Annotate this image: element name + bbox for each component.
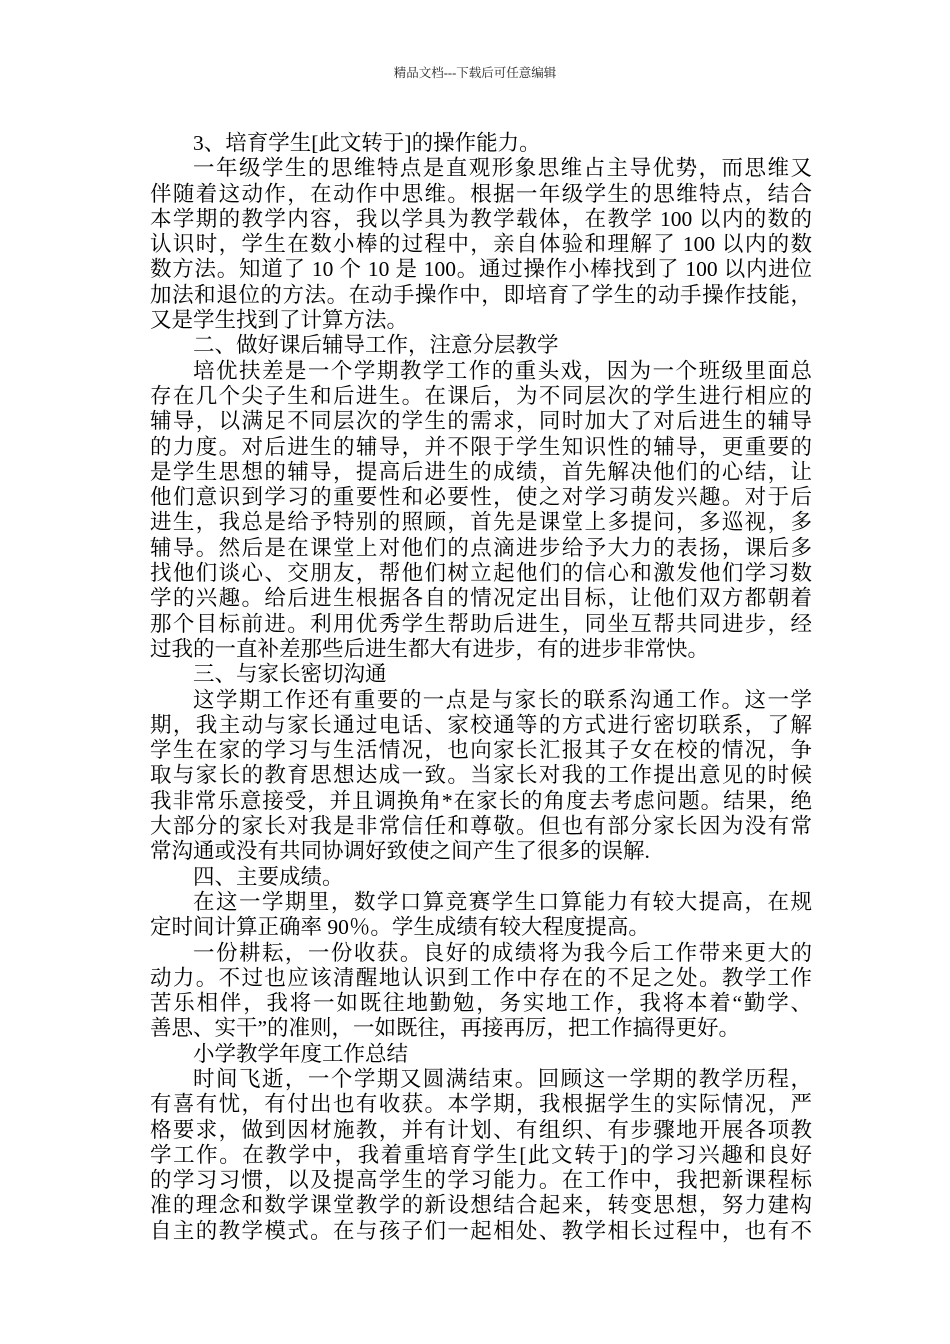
text-line: 时间飞逝，一个学期又圆满结束。回顾这一学期的教学历程，: [193, 1066, 812, 1091]
text-line: 有喜有忧，有付出也有收获。本学期，我根据学生的实际情况，严: [150, 1092, 812, 1117]
text-line: 的力度。对后进生的辅导，并不限于学生知识性的辅导，更重要的: [150, 434, 812, 459]
text-line: 加法和退位的方法。在动手操作中，即培育了学生的动手操作技能，: [150, 282, 812, 307]
text-line: 三、与家长密切沟通: [193, 662, 387, 687]
text-line: 伴随着这动作，在动作中思维。根据一年级学生的思维特点，结合: [150, 181, 812, 206]
text-line: 一份耕耘，一份收获。良好的成绩将为我今后工作带来更大的: [193, 940, 812, 965]
text-line: 定时间计算正确率 90％。学生成绩有较大程度提高。: [150, 915, 650, 940]
text-line: 这学期工作还有重要的一点是与家长的联系沟通工作。这一学: [193, 687, 812, 712]
text-line: 是学生思想的辅导，提高后进生的成绩，首先解决他们的心结，让: [150, 459, 812, 484]
text-line: 一年级学生的思维特点是直观形象思维占主导优势，而思维又: [193, 156, 812, 181]
paragraph-conclusion: [150, 941, 812, 1042]
text-line: 小学教学年度工作总结: [193, 1041, 409, 1066]
text-line: 培优扶差是一个学期教学工作的重头戏，因为一个班级里面总: [193, 358, 812, 383]
text-line: 存在几个尖子生和后进生。在课后，为不同层次的学生进行相应的: [150, 383, 812, 408]
text-line: 本学期的教学内容，我以学具为教学载体，在教学 100 以内的数的: [150, 206, 812, 231]
text-line: 善思、实干”的准则，一如既往，再接再厉，把工作搞得更好。: [150, 1016, 741, 1041]
section-heading-after-class-tutoring: [150, 333, 812, 358]
text-line: 过我的一直补差那些后进生都大有进步，有的进步非常快。: [150, 636, 710, 661]
text-line: 进生，我总是给予特别的照顾，首先是课堂上多提问，多巡视，多: [150, 510, 812, 535]
text-line: 他们意识到学习的重要性和必要性，使之对学习萌发兴趣。对于后: [150, 485, 812, 510]
text-line: 在这一学期里，数学口算竞赛学生口算能力有较大提高，在规: [193, 889, 812, 914]
section-heading-operation-ability: [150, 131, 812, 156]
text-line: 学的兴趣。给后进生根据各自的情况定出目标，让他们双方都朝着: [150, 586, 812, 611]
text-line: 3、培育学生[此文转于]的操作能力。: [193, 131, 541, 155]
text-line: 取与家长的教育思想达成一致。当家长对我的工作提出意见的时候: [150, 763, 812, 788]
text-line: 学工作。在教学中，我着重培育学生[此文转于]的学习兴趣和良好: [150, 1142, 812, 1167]
text-line: 辅导，以满足不同层次的学生的需求，同时加大了对后进生的辅导: [150, 409, 812, 434]
text-line: 我非常乐意接受，并且调换角*在家长的角度去考虑问题。结果，绝: [150, 788, 812, 813]
text-line: 苦乐相伴，我将一如既往地勤勉，务实地工作，我将本着“勤学、: [150, 991, 812, 1016]
text-line: 的学习习惯，以及提高学生的学习能力。在工作中，我把新课程标: [150, 1168, 812, 1193]
section-heading-main-achievements: [150, 865, 812, 890]
text-line: 准的理念和数学课堂教学的新设想结合起来，转变思想，努力建构: [150, 1193, 812, 1218]
text-line: 认识时，学生在数小棒的过程中，亲自体验和理解了 100 以内的数: [150, 232, 812, 257]
paragraph-operation-ability: [150, 156, 812, 333]
document-body: [150, 131, 812, 1244]
text-line: 找他们谈心、交朋友，帮他们树立起他们的信心和激发他们学习数: [150, 561, 812, 586]
section-heading-parent-communication: [150, 662, 812, 687]
text-line: 动力。不过也应该清醒地认识到工作中存在的不足之处。教学工作: [150, 965, 812, 990]
paragraph-annual-summary-intro: [150, 1067, 812, 1244]
text-line: 那个目标前进。利用优秀学生帮助后进生，同坐互帮共同进步，经: [150, 611, 812, 636]
paragraph-after-class-tutoring: [150, 359, 812, 663]
text-line: 期，我主动与家长通过电话、家校通等的方式进行密切联系，了解: [150, 712, 812, 737]
text-line: 格要求，做到因材施教，并有计划、有组织、有步骤地开展各项教: [150, 1117, 812, 1142]
text-line: 辅导。然后是在课堂上对他们的点滴进步给予大力的表扬，课后多: [150, 535, 812, 560]
text-line: 四、主要成绩。: [193, 864, 344, 889]
paragraph-main-achievements: [150, 890, 812, 941]
text-line: 常沟通或没有共同协调好致使之间产生了很多的误解.: [150, 839, 650, 864]
text-line: 大部分的家长对我是非常信任和尊敬。但也有部分家长因为没有常: [150, 814, 812, 839]
paragraph-parent-communication: [150, 688, 812, 865]
text-line: 自主的教学模式。在与孩子们一起相处、教学相长过程中，也有不: [150, 1218, 812, 1243]
page-header: 精品文档---下载后可任意编辑: [393, 66, 557, 80]
text-line: 学生在家的学习与生活情况，也向家长汇报其子女在校的情况，争: [150, 738, 812, 763]
text-line: 二、做好课后辅导工作，注意分层教学: [193, 333, 559, 358]
text-line: 又是学生找到了计算方法。: [150, 308, 409, 333]
text-line: 数方法。知道了 10 个 10 是 100。通过操作小棒找到了 100 以内进位: [150, 257, 812, 282]
document-title-annual-summary: [150, 1042, 812, 1067]
